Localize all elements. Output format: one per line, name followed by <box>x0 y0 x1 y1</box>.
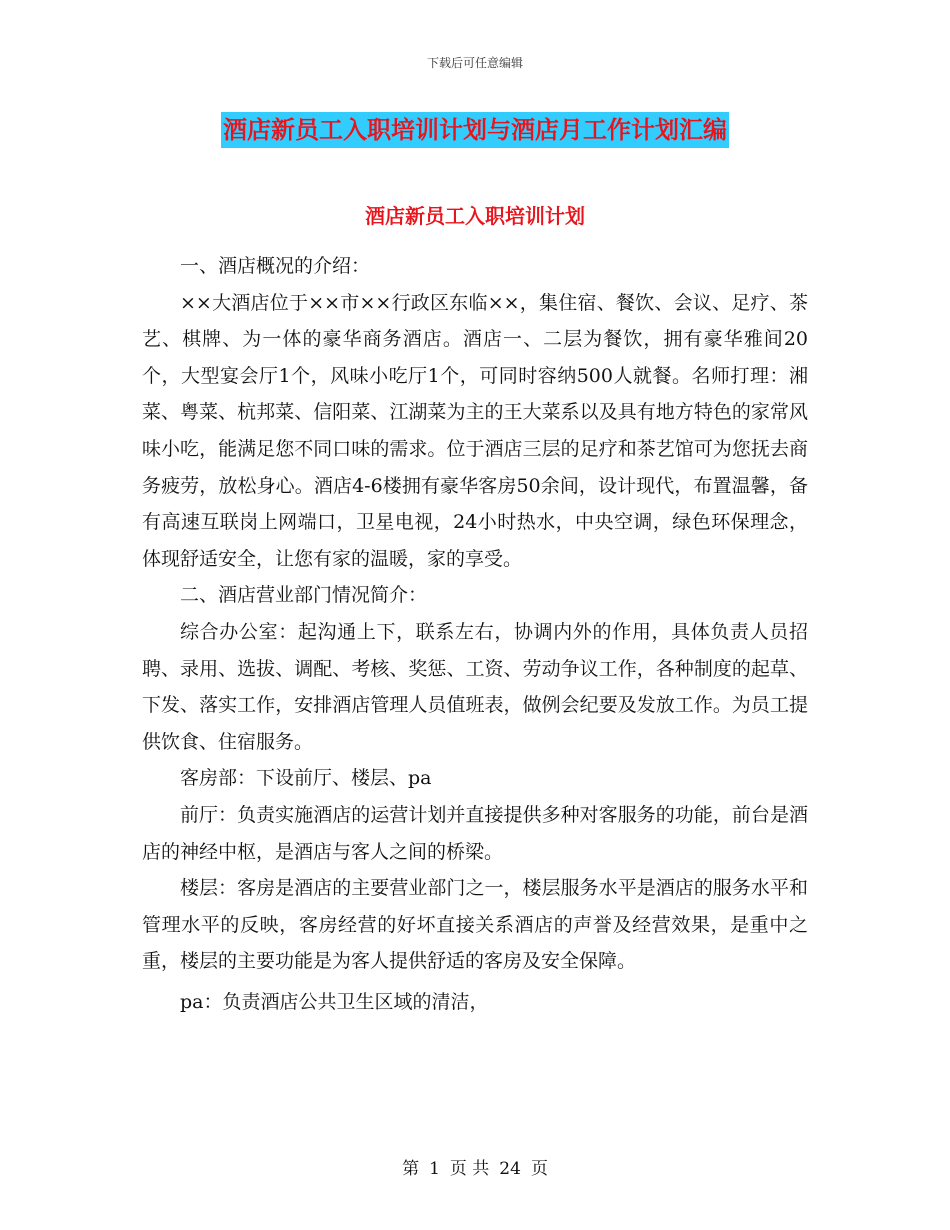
main-title: 酒店新员工入职培训计划与酒店月工作计划汇编 <box>221 112 729 148</box>
footer-middle: 页 共 <box>449 1159 490 1179</box>
footer-prefix: 第 <box>402 1159 420 1179</box>
paragraph: pa：负责酒店公共卫生区域的清洁， <box>180 990 489 1013</box>
paragraph: 客房部：下设前厅、楼层、pa <box>180 767 432 790</box>
footer-suffix: 页 <box>530 1159 548 1179</box>
page-footer <box>0 1154 950 1179</box>
footer-page-number: 1 <box>429 1159 440 1179</box>
document-body <box>142 248 808 1020</box>
footer-total-pages: 24 <box>499 1159 521 1179</box>
paragraph: 一、酒店概况的介绍： <box>180 255 371 277</box>
paragraph: 二、酒店营业部门情况简介： <box>180 584 428 607</box>
main-title-wrap <box>0 112 950 148</box>
paragraph: 楼层：客房是酒店的主要营业部门之一，楼层服务水平是酒店的服务水平和管理水平的反映，客房经营的好坏直接关系酒店的声誉及经营效果，是重中之重，楼层的主要功能是为客人提供舒适的客房及安全保障。 <box>142 877 808 973</box>
paragraph: ××大酒店位于××市××行政区东临××，集住宿、餐饮、会议、足疗、茶艺、棋牌、为一体的豪华商务酒店。酒店一、二层为餐饮，拥有豪华雅间20个，大型宴会厅1个，风味小吃厅1个，可同时容纳500人就餐。名师打理：湘菜、粤菜、杭邦菜、信阳菜、江湖菜为主的王大菜系以及具有地方特色的家常风味小吃，能满足您不同口味的需求。位于酒店三层的足疗和茶艺馆可为您抚去商务疲劳，放松身心。酒店4-6楼拥有豪华客房50余间，设计现代，布置温馨，备有高速互联岗上网端口，卫星电视，24小时热水，中央空调，绿色环保理念，体现舒适安全，让您有家的温暖，家的享受。 <box>142 291 808 570</box>
paragraph: 前厅：负责实施酒店的运营计划并直接提供多种对客服务的功能，前台是酒店的神经中枢，是酒店与客人之间的桥梁。 <box>142 803 808 863</box>
paragraph: 综合办公室：起沟通上下，联系左右，协调内外的作用，具体负责人员招聘、录用、选拔、调配、考核、奖惩、工资、劳动争议工作，各种制度的起草、下发、落实工作，安排酒店管理人员值班表，做例会纪要及发放工作。为员工提供饮食、住宿服务。 <box>142 620 808 753</box>
section-title: 酒店新员工入职培训计划 <box>365 204 585 228</box>
header-note: 下载后可任意编辑 <box>426 56 523 70</box>
